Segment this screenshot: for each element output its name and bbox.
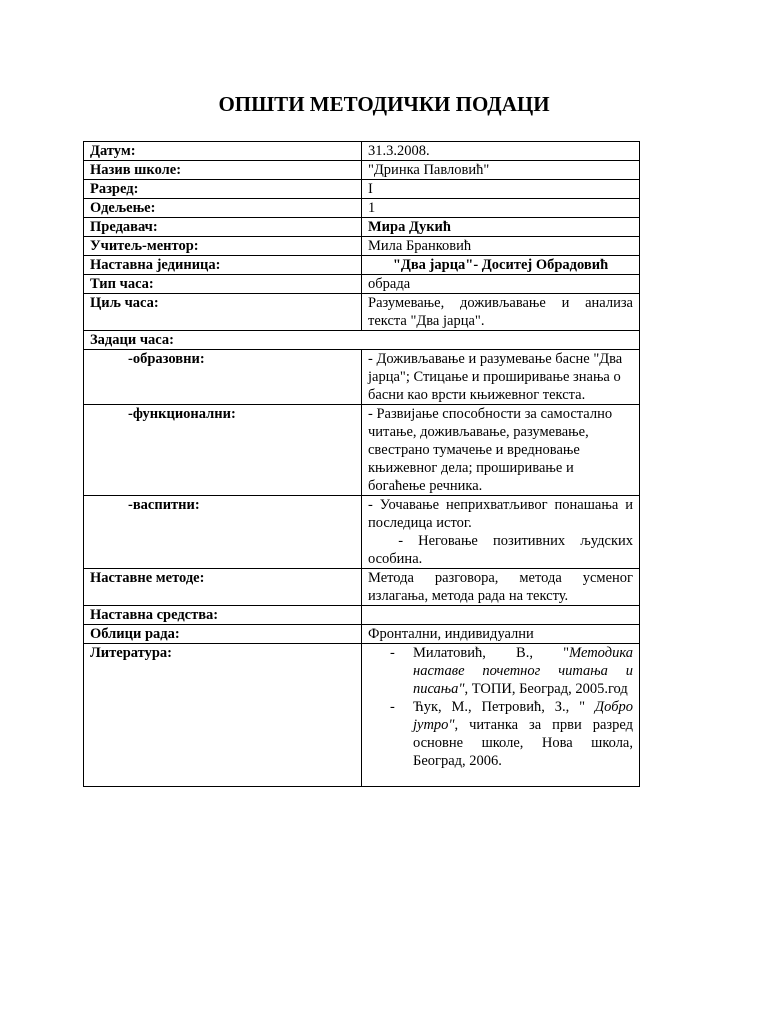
row-label: -функционални: bbox=[84, 405, 362, 496]
list-dash: - bbox=[390, 645, 395, 661]
table-row bbox=[84, 275, 640, 294]
table-row bbox=[84, 161, 640, 180]
row-value: 1 bbox=[362, 199, 640, 218]
table-row bbox=[84, 350, 640, 405]
row-value bbox=[362, 644, 640, 787]
table-row bbox=[84, 142, 640, 161]
row-value: - Развијање способности за самостално читање, доживљавање, разумевање, свестрано тумачење и вредновање књижевног дела; проширивање и богаћење речника. bbox=[362, 405, 640, 496]
table-row bbox=[84, 199, 640, 218]
table-row bbox=[84, 294, 640, 331]
table-row bbox=[84, 496, 640, 569]
row-value-line: - Неговање позитивних људских особина. bbox=[368, 533, 637, 567]
table-row bbox=[84, 644, 640, 787]
row-value: Метода разговора, метода усменог излагања, метода рада на тексту. bbox=[362, 569, 640, 606]
row-value: "Дринка Павловић" bbox=[362, 161, 640, 180]
row-value: Разумевање, доживљавање и анализа текста "Два јарца". bbox=[362, 294, 640, 331]
row-label: Тип часа: bbox=[84, 275, 362, 294]
table-row bbox=[84, 405, 640, 496]
row-label: Циљ часа: bbox=[84, 294, 362, 331]
literature-author: Милатовић, В., " bbox=[413, 645, 570, 661]
literature-title: Добро јутро" bbox=[413, 699, 633, 733]
table-row bbox=[84, 331, 640, 350]
row-label: Облици рада: bbox=[84, 625, 362, 644]
row-label: Предавач: bbox=[84, 218, 362, 237]
row-label: Литература: bbox=[84, 644, 362, 787]
literature-publisher: , ТОПИ, Београд, 2005.год bbox=[464, 681, 628, 697]
row-label: Назив школе: bbox=[84, 161, 362, 180]
section-label: Задаци часа: bbox=[84, 331, 640, 350]
literature-publisher: , читанка за први разред основне школе, Нова школа, Београд, 2006. bbox=[413, 717, 633, 769]
literature-title: Методика наставе почетног читања и писања" bbox=[413, 645, 633, 697]
row-value bbox=[362, 496, 640, 569]
literature-author: Ћук, М., Петровић, З., " bbox=[413, 699, 586, 715]
row-value: 31.3.2008. bbox=[362, 142, 640, 161]
row-value: обрада bbox=[362, 275, 640, 294]
list-item bbox=[368, 698, 633, 770]
row-value-line: - Уочавање неприхватљивог понашања и последица истог. bbox=[368, 497, 633, 531]
row-label: Датум: bbox=[84, 142, 362, 161]
row-label: Наставна средства: bbox=[84, 606, 362, 625]
table-row bbox=[84, 218, 640, 237]
row-label: Наставна јединица: bbox=[84, 256, 362, 275]
row-label: Наставне методе: bbox=[84, 569, 362, 606]
table-row bbox=[84, 237, 640, 256]
row-value: I bbox=[362, 180, 640, 199]
row-label: Одељење: bbox=[84, 199, 362, 218]
table-row bbox=[84, 180, 640, 199]
row-value: - Доживљавање и разумевање басне "Два јарца"; Стицање и проширивање знања о басни као врсти књижевног текста. bbox=[362, 350, 640, 405]
row-value: Мила Бранковић bbox=[362, 237, 640, 256]
row-label: Разред: bbox=[84, 180, 362, 199]
list-dash: - bbox=[390, 699, 395, 715]
row-label: -образовни: bbox=[84, 350, 362, 405]
page-title: ОПШТИ МЕТОДИЧКИ ПОДАЦИ bbox=[218, 92, 550, 116]
table-row bbox=[84, 569, 640, 606]
list-item bbox=[368, 644, 633, 698]
table-row bbox=[84, 256, 640, 275]
table-row bbox=[84, 606, 640, 625]
row-value: "Два јарца"- Доситеј Обрадовић bbox=[362, 256, 640, 275]
methodical-data-table bbox=[83, 141, 640, 787]
row-label: -васпитни: bbox=[84, 496, 362, 569]
row-value: Мира Дукић bbox=[362, 218, 640, 237]
table-row bbox=[84, 625, 640, 644]
row-label: Учитељ-ментор: bbox=[84, 237, 362, 256]
row-value: Фронтални, индивидуални bbox=[362, 625, 640, 644]
row-value bbox=[362, 606, 640, 625]
literature-list bbox=[368, 644, 633, 786]
